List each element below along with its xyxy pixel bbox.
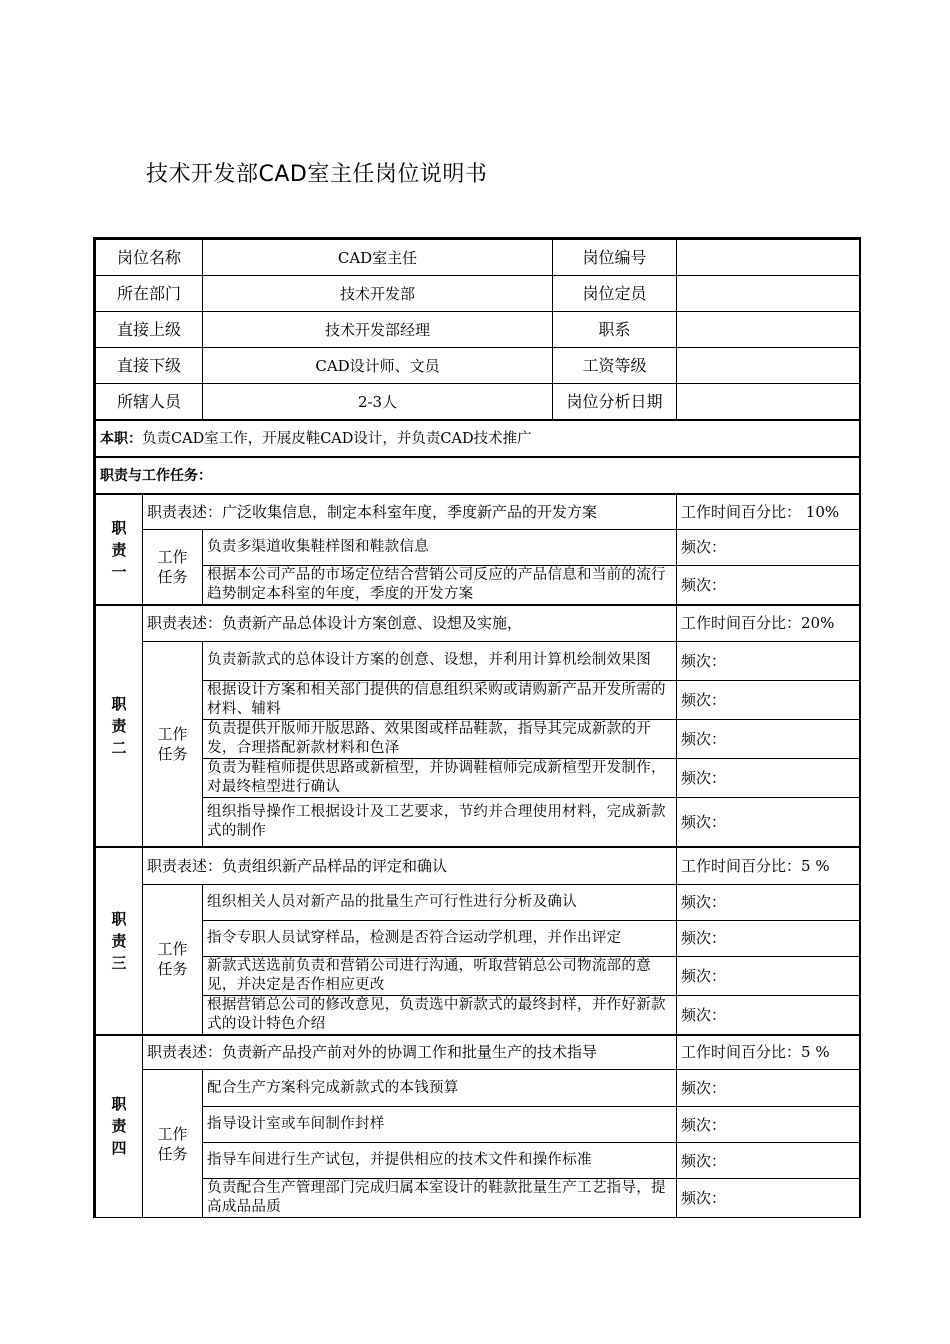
task-text: 组织相关人员对新产品的批量生产可行性进行分析及确认 (203, 884, 677, 920)
duty-name-char: 责 (111, 540, 127, 559)
field-label: 直接上级 (96, 312, 203, 348)
task-row (96, 1070, 860, 1107)
job-description-table (93, 237, 861, 1218)
frequency: 频次： (677, 758, 860, 797)
frequency: 频次： (677, 956, 860, 995)
info-row (96, 384, 860, 421)
field-value (677, 348, 860, 384)
info-row (96, 276, 860, 312)
duty-name (96, 847, 143, 1035)
field-label: 直接下级 (96, 348, 203, 384)
work-task-label (143, 884, 203, 1035)
task-row (96, 1143, 860, 1179)
duty-name-char: 二 (111, 739, 127, 757)
task-text: 指导设计室或车间制作封样 (203, 1107, 677, 1143)
task-text: 根据本公司产品的市场定位结合营销公司反应的产品信息和当前的流行趋势制定本科室的年度，季度的开发方案 (203, 565, 677, 605)
info-row (96, 240, 860, 276)
frequency: 频次： (677, 995, 860, 1035)
task-text: 根据设计方案和相关部门提供的信息组织采购或请购新产品开发所需的材料、辅料 (203, 680, 677, 719)
page-title: 技术开发部CAD室主任岗位说明书 (146, 162, 488, 187)
field-label: 岗位编号 (553, 240, 677, 276)
duty-name-char: 责 (111, 1117, 127, 1136)
task-row (96, 680, 860, 719)
work-task-label-line: 任务 (157, 960, 188, 978)
duty-description: 职责表述：负责新产品投产前对外的协调工作和批量生产的技术指导 (143, 1035, 677, 1070)
task-row (96, 529, 860, 565)
field-value (677, 384, 860, 421)
duty-desc-row (96, 847, 860, 884)
duty-name-char: 一 (111, 562, 127, 581)
task-row (96, 758, 860, 797)
task-row (96, 565, 860, 605)
field-label: 岗位分析日期 (553, 384, 677, 421)
work-task-label-line: 工作 (157, 1124, 188, 1143)
task-text: 组织指导操作工根据设计及工艺要求，节约并合理使用材料，完成新款式的制作 (203, 797, 677, 847)
task-row (96, 641, 860, 680)
duty-name-char: 三 (111, 953, 127, 972)
task-text: 负责新款式的总体设计方案的创意、设想，并利用计算机绘制效果图 (203, 641, 677, 680)
duty-desc-row (96, 494, 860, 529)
task-row (96, 797, 860, 847)
duty-name-char: 职 (111, 695, 127, 713)
duty-name-char: 职 (111, 1095, 127, 1114)
work-task-label (143, 1070, 203, 1218)
task-text: 负责提供开版师开版思路、效果图或样品鞋款，指导其完成新款的开发，合理搭配新款材料和色泽 (203, 719, 677, 758)
task-text: 指导车间进行生产试包，并提供相应的技术文件和操作标准 (203, 1143, 677, 1179)
task-row (96, 1107, 860, 1143)
field-value: CAD室主任 (203, 240, 553, 276)
work-task-label (143, 641, 203, 847)
info-row (96, 348, 860, 384)
frequency: 频次： (677, 1070, 860, 1107)
frequency: 频次： (677, 884, 860, 920)
frequency: 频次： (677, 719, 860, 758)
frequency: 频次： (677, 797, 860, 847)
task-text: 指令专职人员试穿样品，检测是否符合运动学机理，并作出评定 (203, 920, 677, 956)
work-task-label-line: 工作 (157, 940, 188, 958)
field-value (677, 240, 860, 276)
duty-name-char: 责 (111, 717, 127, 735)
field-value (677, 312, 860, 348)
frequency: 频次： (677, 1107, 860, 1143)
duty-name-char: 职 (111, 518, 127, 537)
duties-heading: 职责与工作任务： (100, 468, 212, 484)
task-text: 根据营销总公司的修改意见，负责选中新款式的最终封样，并作好新款式的设计特色介绍 (203, 995, 677, 1035)
field-value: 技术开发部 (203, 276, 553, 312)
duty-name (96, 1035, 143, 1218)
core-duty-text: 负责CAD室工作，开展皮鞋CAD设计，并负责CAD技术推广 (142, 431, 532, 447)
task-row (96, 920, 860, 956)
task-row (96, 1179, 860, 1218)
task-row (96, 719, 860, 758)
frequency: 频次： (677, 680, 860, 719)
time-percentage: 工作时间百分比：5 % (677, 1035, 860, 1070)
task-text: 负责为鞋楦师提供思路或新楦型，并协调鞋楦师完成新楦型开发制作，对最终楦型进行确认 (203, 758, 677, 797)
frequency: 频次： (677, 565, 860, 605)
frequency: 频次： (677, 1179, 860, 1218)
frequency: 频次： (677, 1143, 860, 1179)
work-task-label (143, 529, 203, 605)
task-row (96, 884, 860, 920)
frequency: 频次： (677, 920, 860, 956)
duty-name (96, 605, 143, 847)
field-value: 2-3人 (203, 384, 553, 421)
work-task-label-line: 工作 (157, 547, 188, 566)
work-task-label-line: 任务 (157, 567, 188, 586)
frequency: 频次： (677, 641, 860, 680)
field-value: 技术开发部经理 (203, 312, 553, 348)
time-percentage: 工作时间百分比：5 % (677, 847, 860, 884)
field-label: 工资等级 (553, 348, 677, 384)
field-label: 所在部门 (96, 276, 203, 312)
task-text: 负责配合生产管理部门完成归属本室设计的鞋款批量生产工艺指导，提高成品品质 (203, 1179, 677, 1218)
core-duty-label: 本职： (100, 431, 142, 447)
info-row (96, 312, 860, 348)
time-percentage: 工作时间百分比：20% (677, 605, 860, 641)
work-task-label-line: 任务 (157, 744, 188, 763)
task-row (96, 995, 860, 1035)
duty-name (96, 494, 143, 605)
field-label: 岗位名称 (96, 240, 203, 276)
frequency: 频次： (677, 529, 860, 565)
field-value: CAD设计师、文员 (203, 348, 553, 384)
duties-heading-row (96, 457, 860, 494)
duty-description: 职责表述：负责新产品总体设计方案创意、设想及实施， (143, 605, 677, 641)
field-label: 职系 (553, 312, 677, 348)
duty-desc-row (96, 605, 860, 641)
duty-name-char: 四 (111, 1139, 127, 1158)
duty-description: 职责表述：负责组织新产品样品的评定和确认 (143, 847, 677, 884)
task-text: 配合生产方案科完成新款式的本钱预算 (203, 1070, 677, 1107)
task-row (96, 956, 860, 995)
duty-description: 职责表述：广泛收集信息，制定本科室年度，季度新产品的开发方案 (143, 494, 677, 529)
field-value (677, 276, 860, 312)
work-task-label-line: 任务 (157, 1144, 188, 1163)
core-duty-row (96, 420, 860, 457)
field-label: 所辖人员 (96, 384, 203, 421)
duty-name-char: 职 (111, 909, 127, 928)
task-text: 负责多渠道收集鞋样图和鞋款信息 (203, 529, 677, 565)
time-percentage: 工作时间百分比： 10% (677, 494, 860, 529)
work-task-label-line: 工作 (157, 724, 188, 743)
field-label: 岗位定员 (553, 276, 677, 312)
duty-name-char: 责 (111, 931, 127, 950)
duty-desc-row (96, 1035, 860, 1070)
task-text: 新款式送选前负责和营销公司进行沟通，听取营销总公司物流部的意见，并决定是否作相应更改 (203, 956, 677, 995)
